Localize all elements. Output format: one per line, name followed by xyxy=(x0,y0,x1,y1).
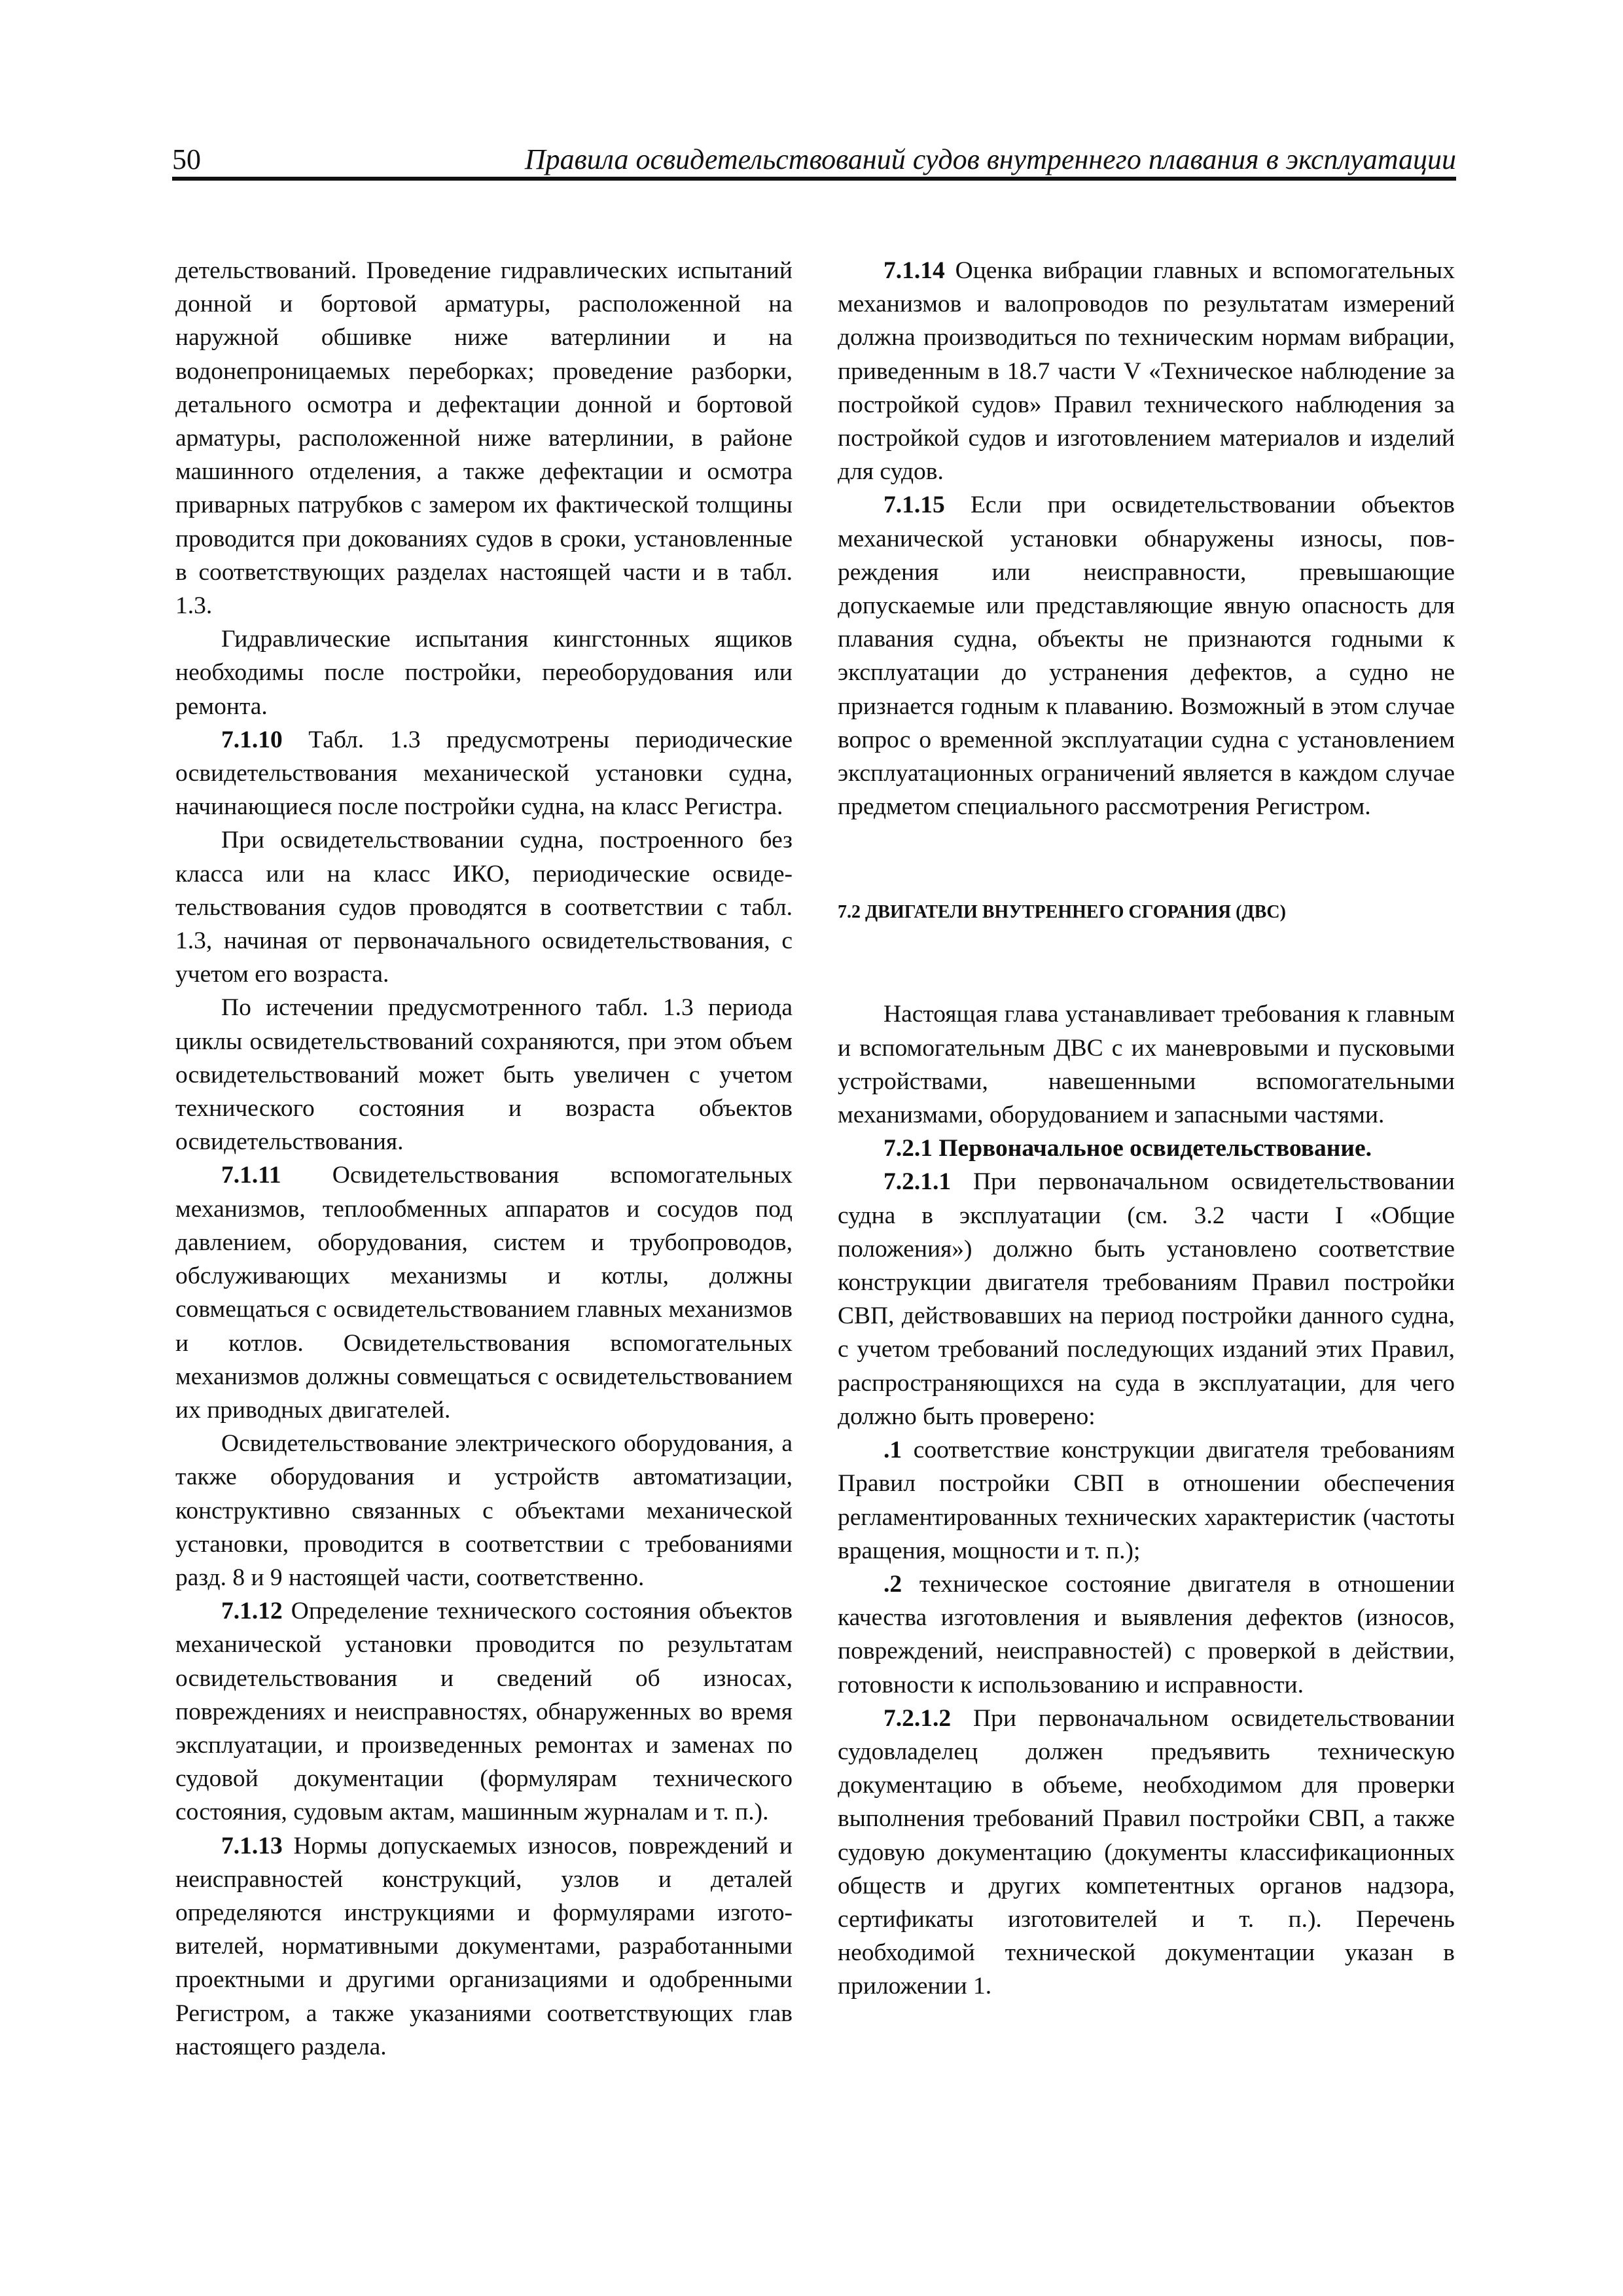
list-item: .1 соответствие конструкции двигателя требованиям Правил постройки СВП в отношении обеспечения регламентированных технических характеристик (частоты вращения, мощности и т. п.); xyxy=(838,1437,1455,1564)
paragraph: По истечении предусмотренного табл. 1.3 периода циклы освидетельствований сохраняются, при этом объем освидетельствований может быть увеличен с учетом технического состояния и возраста объектов освидетельствования. xyxy=(175,994,793,1156)
page-number: 50 xyxy=(172,143,201,175)
paragraph: 7.1.11 Освидетельствования вспомогательных механизмов, теплообменных аппаратов и сосудов под давлением, оборудования, систем и трубопроводов, обслуживающих механизмы и котлы, должны совмещаться с освидетельствованием главных механизмов и котлов. Освидетельствования вспомогательных механизмов должны совмещаться с освидетельствованием их приводных двигателей. xyxy=(175,1162,793,1424)
page-header xyxy=(172,143,1456,182)
paragraph: 7.1.10 Табл. 1.3 предусмотрены периодические освидетельствования механической установки судна, начинающиеся после постройки судна, на класс Регистра. xyxy=(175,726,793,821)
paragraph: 7.2.1.2 При первоначальном освидетельствовании судовладелец должен предъявить техническую документацию в объеме, необходимом для проверки выполнения требований Правил постройки СВП, а также судовую документацию (документы классификационных обществ и других компетентных органов надзора, сертификаты изготовителей и т. п.). Перечень необходимой технической документации указан в приложении 1. xyxy=(838,1704,1455,2000)
paragraph: 7.1.12 Определение технического состояния объектов механической установки проводится по результатам освидетельствования и сведений об износах, повреждениях и неисправностях, обнаруженных во время эксплуатации, и произведенных ремонтах и заменах по судовой документации (формулярам технического состояния, судовым актам, машинным журналам и т. п.). xyxy=(175,1598,793,1826)
subsection-heading: 7.2.1 Первоначальное освидетельствование. xyxy=(883,1135,1372,1162)
running-title: Правила освидетельствований судов внутреннего плавания в эксплуатации xyxy=(524,143,1456,175)
paragraph: Освидетельствование электрического оборудования, а также оборудования и устройств автоматизации, конструктивно связанных с объектами механической установки, проводится в соответствии с требованиями разд. 8 и 9 настоящей части, соответственно. xyxy=(175,1430,793,1591)
paragraph: детельствований. Проведение гидравлических испытаний донной и бортовой арматуры, расположенной на наружной обшивке ниже ватерлинии и на водонепроницаемых переборках; проведение разборки, детального осмотра и дефектации донной и бортовой арматуры, расположенной ниже ватерлинии, в районе машинного отделения, а также дефектации и осмотра приварных патрубков с замером их фактической толщины проводится при докованиях судов в сроки, установленные в соответствующих разделах настоящей части и в табл. 1.3. xyxy=(175,257,793,620)
left-column xyxy=(175,254,793,2064)
header-rule xyxy=(172,177,1456,181)
section-heading: 7.2 ДВИГАТЕЛИ ВНУТРЕННЕГО СГОРАНИЯ (ДВС) xyxy=(838,902,1286,923)
paragraph: 7.1.14 Оценка вибрации главных и вспомогательных механизмов и валопроводов по результатам измерений должна производиться по техническим нормам вибрации, приведенным в 18.7 части V «Техническое наблюдение за постройкой судов» Правил технического наблюдения за постройкой судов и изготовлением материалов и изделий для судов. xyxy=(838,257,1455,486)
paragraph: Настоящая глава устанавливает требования к главным и вспомогательным ДВС с их маневровыми и пусковыми устройствами, навешенными вспомогательными механизмами, оборудованием и запасными частями. xyxy=(838,1001,1455,1129)
paragraph: 7.1.13 Нормы допускаемых износов, повреждений и неисправностей конструкций, узлов и деталей определяются инструкциями и формулярами изготовителей, нормативными документами, разработанными проектными и другими организациями и одобренными Регистром, а также указаниями соответствующих глав настоящего раздела. xyxy=(175,1832,793,2060)
paragraph: 7.1.15 Если при освидетельствовании объектов механической установки обнаружены износы, повреждения или неисправности, превышающие допускаемые или представляющие явную опасность для плавания судна, объекты не признаются годными к эксплуатации до устранения дефектов, а судно не признается годным к плаванию. Возможный в этом случае вопрос о временной эксплуатации судна с установлением эксплуатационных ограничений является в каждом случае предметом специального рассмотрения Регистром. xyxy=(838,492,1455,821)
right-column xyxy=(838,254,1455,2003)
paragraph: 7.2.1.1 При первоначальном освидетельствовании судна в эксплуатации (см. 3.2 части I «Общие положения») должно быть установлено соответствие конструкции двигателя требованиям Правил постройки СВП, действовавших на период постройки данного судна, с учетом требований последующих изданий этих Правил, распространяющихся на суда в эксплуатации, для чего должно быть проверено: xyxy=(838,1168,1455,1430)
paragraph: Гидравлические испытания кингстонных ящиков необходимы после постройки, переоборудования или ремонта. xyxy=(175,626,793,720)
paragraph: При освидетельствовании судна, построенного без класса или на класс ИКО, периодические освидетельствования судов проводятся в соответствии с табл. 1.3, начиная от первоначального освидетельствования, с учетом его возраста. xyxy=(175,827,793,988)
list-item: .2 техническое состояние двигателя в отношении качества изготовления и выявления дефектов (износов, повреждений, неисправностей) с проверкой в действии, готовности к использованию и исправности. xyxy=(838,1570,1455,1698)
